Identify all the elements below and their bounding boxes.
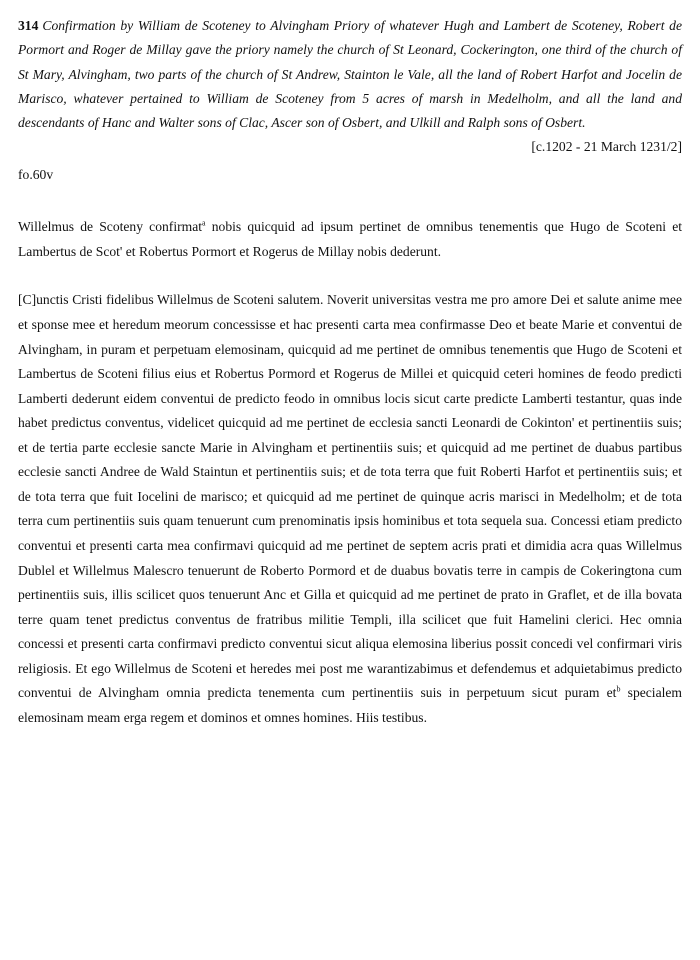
entry-heading-text: Confirmation by William de Scoteney to Alvingham Priory of whatever Hugh and Lambert de Scoteney, Robert de Pormort and Roger de Millay gave the priory namely the church of St Leonard, Cockerington, one third of the church of St Mary, Alvingham, two parts of the church of St Andrew, Stainton le Vale, all the land of Robert Harfot and Jocelin de Marisco, whatever pertained to William de Scoteney from 5 acres of marsh in Medelholm, and all the land and descendants of Hanc and Walter sons of Clac, Ascer son of Osbert, and Ulkill and Ralph sons of Osbert. bbox=[18, 18, 682, 131]
summary-paragraph bbox=[18, 215, 682, 264]
footnote-marker-a: a bbox=[202, 218, 206, 228]
footnote-marker-b: b bbox=[616, 684, 621, 694]
document-page bbox=[18, 14, 682, 730]
charter-text-end: specialem elemosinam meam erga regem et dominos et omnes homines. Hiis testibus. bbox=[18, 685, 682, 725]
folio-reference: fo.60v bbox=[18, 167, 54, 183]
charter-paragraph bbox=[18, 288, 682, 730]
summary-text-start: Willelmus de Scoteny confirmat bbox=[18, 219, 203, 235]
charter-text-start: [C]unctis Cristi fidelibus Willelmus de Scoteni salutem. Noverit universitas vestra me pro amore Dei et salute anime mee et sponse mee et heredum meorum concessisse et hac presenti carta mea confirmasse Deo et beate Marie et conventui de Alvingham, in puram et perpetuam elemosinam, quicquid ad me pertinet de omnibus tenementis que Hugo de Scoteni et Lambertus de Scoteni filius eius et Robertus Pormord et Rogerus de Millei et quicquid ceteri homines de feodo predicti Lamberti dederunt eidem conventui de predicto feodo in omnibus locis sicut carte predicte Lamberti testantur, quas inde habet predictus conventus, videlicet quicquid ad me pertinet de ecclesia sancti Leonardi de Cokinton' et pertinentiis suis; et de tertia parte ecclesie sancte Marie in Alvingham et pertinentiis suis; et quicquid ad me pertinet de duabus partibus ecclesie sancti Andree de Wald Staintun et pertinentiis suis; et de tota terra que fuit Roberti Harfot et pertinentiis suis; et de tota terra que fuit Iocelini de marisco; et quicquid ad me pertinet de quinque acris marisci in Medelholm; et de tota terra cum pertinentiis suis quam tenuerunt cum prenominatis ipsis hominibus et tota sequela sua. Concessi etiam predicto conventui et presenti carta mea confirmavi quicquid ad me pertinet de septem acris prati et dimidia acra quas Willelmus Dublel et Willelmus Malescro tenuerunt de Roberto Pormord et de duabus bovatis terre in campis de Cokeringtona cum pertinentiis suis, illis scilicet quos tenuerunt Anc et Gilla et quicquid ad me pertinet de prato in Graflet, et de illa bovata terre quam tenet predictus conventus de fratribus militie Templi, illa scilicet que fuit Hamelini clerici. Hec omnia concessi et presenti carta confirmavi predicto conventui sicut aliqua elemosina liberius possit concedi vel confirmari viris religiosis. Et ego Willelmus de Scoteni et heredes mei post me warantizabimus et defendemus et adquietabimus predicto conventui de Alvingham omnia predicta tenementa cum pertinentiis suis in perpetuum sicut puram et bbox=[18, 292, 682, 701]
entry-heading bbox=[18, 14, 682, 135]
entry-number: 314 bbox=[18, 18, 39, 33]
entry-date: [c.1202 - 21 March 1231/2] bbox=[531, 139, 682, 155]
summary-text-end: nobis quicquid ad ipsum pertinet de omnibus tenementis que Hugo de Scoteni et Lambertus de Scot' et Robertus Pormort et Rogerus de Millay nobis dederunt. bbox=[18, 219, 683, 259]
